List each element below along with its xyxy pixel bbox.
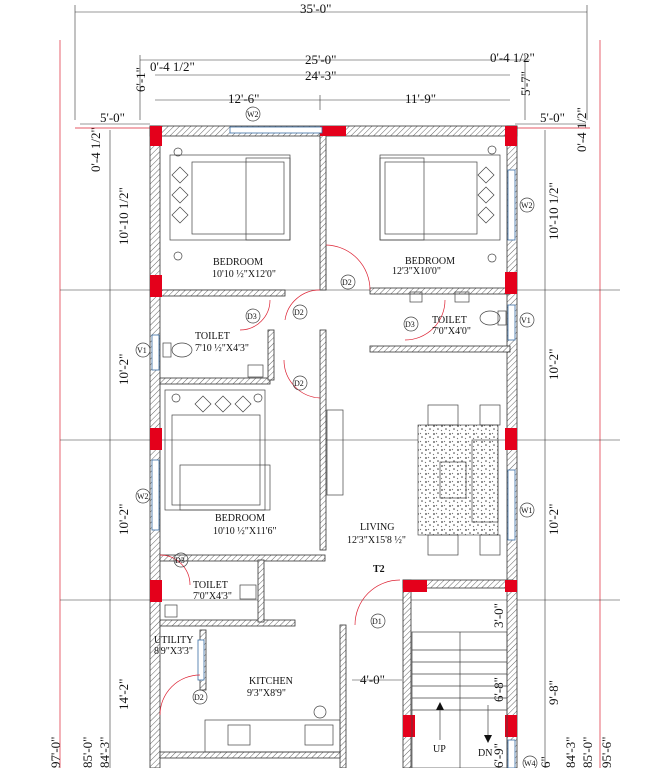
tag-d3-a: D3 [247,312,257,321]
tag-w4: W4 [524,759,536,768]
utility-name: UTILITY [154,635,194,646]
toilet-2-name: TOILET [432,315,467,326]
outer-right-dim-2: 85'-0" [580,736,595,768]
outer-right-dim-3: 95'-6" [599,736,614,768]
tag-w2-left: W2 [137,492,149,501]
tag-d3-c: D3 [175,556,185,565]
right-offset-label: 0'-4 1/2" [490,50,535,65]
bed-2 [380,146,500,262]
bedroom-2-name: BEDROOM [405,256,456,267]
toilet-1-size: 7'10 ½"X4'3" [195,343,249,354]
left-dim-3: 10'-2" [116,503,131,535]
right-dim-6: 6'-8" [491,677,506,702]
kitchen-counter [205,706,340,752]
right-dim-2: 10'-2" [546,348,561,380]
bedroom-1-size: 10'10 ½"X12'0" [212,269,276,280]
right-corner-label: 0'-4 1/2" [574,107,589,152]
outer-left-dim-2: 85'-0" [80,736,95,768]
wall-width-label: 24'-3" [305,68,337,83]
left-room-width-label: 12'-6" [228,91,260,106]
right-dim-1: 10'-10 1/2" [546,182,561,240]
bedroom-1-name: BEDROOM [213,257,264,268]
toilet-1-name: TOILET [195,331,230,342]
tag-w2-right: W2 [521,201,533,210]
right-dim-3: 10'-2" [546,503,561,535]
left-corner-label: 0'-4 1/2" [88,127,103,172]
bottom-right-dim-b: 6'-9" [491,743,506,768]
tag-w2-top: W2 [247,110,259,119]
left-dim-4: 14'-2" [116,678,131,710]
kitchen-size: 9'3"X8'9" [247,688,286,699]
left-setback-label: 5'-0" [100,110,125,125]
toilet-2-size: 7'0"X4'0" [432,326,471,337]
bottom-right-dim-a: 6" [538,756,553,768]
stair-up-label: UP [433,744,446,755]
right-dim-5: 9'-8" [546,680,561,705]
tag-d2-d: D2 [194,693,204,702]
tag-d2-b: D2 [294,308,304,317]
inner-width-label: 25'-0" [305,52,337,67]
utility-size: 8'9"X3'3" [154,646,193,657]
living-name: LIVING [360,522,395,533]
outer-right-dim-1: 84'-3" [563,736,578,768]
right-dim-4: 3'-0" [491,603,506,628]
outer-left-dim-3: 84'-3" [97,736,112,768]
tag-d2-c: D2 [294,379,304,388]
tag-v1-right: V1 [521,316,531,325]
bedroom-3-size: 10'10 ½"X11'6" [213,526,277,537]
left-offset-label: 0'-4 1/2" [150,59,195,74]
tag-t2: T2 [373,564,385,575]
tag-d3-b: D3 [405,320,415,329]
tag-d1: D1 [372,617,382,626]
passage-dim: 4'-0" [360,672,385,687]
kitchen-name: KITCHEN [249,676,293,687]
living-size: 12'3"X15'8 ½" [347,535,406,546]
grid-lines [48,40,620,768]
bedroom-2-size: 12'3"X10'0" [392,266,441,277]
bed-1 [170,148,290,260]
stair-down-label: DN [478,748,493,759]
right-setback-label: 5'-0" [540,110,565,125]
left-dim-1: 10'-10 1/2" [116,187,131,245]
tag-w1-right: W1 [521,506,533,515]
bed-3 [165,390,270,510]
left-top-label: 6'-1" [133,67,148,92]
toilet-3-name: TOILET [193,580,228,591]
tag-v1-left: V1 [137,346,147,355]
toilet-3-size: 7'0"X4'3" [193,591,232,602]
left-dim-2: 10'-2" [116,353,131,385]
tag-d2-a: D2 [342,278,352,287]
bedroom-3-name: BEDROOM [215,513,266,524]
outer-left-dim-1: 97'-0" [48,736,63,768]
right-room-width-label: 11'-9" [405,91,436,106]
right-top-label: 5'-7" [518,71,533,96]
overall-width-label: 35'-0" [300,1,332,16]
living-furniture [327,405,500,555]
